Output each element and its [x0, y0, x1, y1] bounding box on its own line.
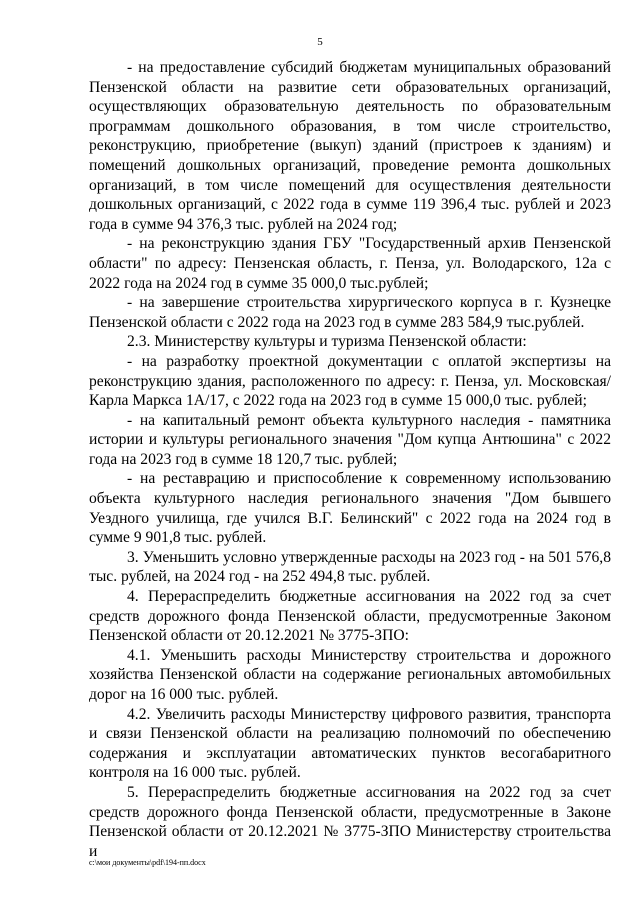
footer-file-path: c:\мои документы\рdf\194-пп.docx: [89, 858, 206, 867]
document-body: [89, 58, 611, 861]
paragraph-reduce-road-maintenance: 4.1. Уменьшить расходы Министерству строительства и дорожного хозяйства Пензенской области на содержание региональных автомобильных дорог на 16 000 тыс. рублей.: [89, 646, 611, 703]
paragraph-ministry-culture: 2.3. Министерству культуры и туризма Пензенской области:: [127, 333, 527, 351]
paragraph-increase-digital-ministry: 4.2. Увеличить расходы Министерству цифрового развития, транспорта и связи Пензенской области на реализацию полномочий по обеспечению содержания и эксплуатации автоматических пунктов весогабаритного контроля на 16 000 тыс. рублей.: [89, 705, 611, 782]
paragraph-belinsky-school: - на реставрацию и приспособление к современному использованию объекта культурного наследия регионального значения "Дом бывшего Уездного училища, где учился В.Г. Белинский" с 2022 года на 2024 год в сумме 9 901,8 тыс. рублей.: [89, 470, 611, 547]
page-number: 5: [317, 36, 323, 48]
paragraph-project-documentation: - на разработку проектной документации с оплатой экспертизы на реконструкцию здания, расположенного по адресу: г. Пенза, ул. Московская/Карла Маркса 1А/17, с 2022 года на 2023 год в сумме 15 000,0 тыс. рублей;: [89, 352, 611, 410]
paragraph-redistribute-road-fund: 4. Перераспределить бюджетные ассигнования на 2022 год за счет средств дорожного фонда Пензенской области, предусмотренные Законом Пензенской области от 20.12.2021 № 3775-ЗПО:: [89, 588, 611, 645]
paragraph-reduce-expenses: 3. Уменьшить условно утвержденные расходы на 2023 год - на 501 576,8 тыс. рублей, на 2024 год - на 252 494,8 тыс. рублей.: [89, 548, 611, 586]
paragraph-archive-reconstruction: - на реконструкцию здания ГБУ "Государственный архив Пензенской области" по адресу: Пензенская область, г. Пенза, ул. Володарского, 12а с 2022 года на 2024 год в сумме 35 000,0 тыс.рублей;: [89, 235, 611, 292]
paragraph-antyushin-house: - на капитальный ремонт объекта культурного наследия - памятника истории и культуры регионального значения "Дом купца Антюшина" с 2022 года на 2023 год в сумме 18 120,7 тыс. рублей;: [89, 411, 611, 468]
paragraph-redistribute-construction: 5. Перераспределить бюджетные ассигнования на 2022 год за счет средств дорожного фонда Пензенской области, предусмотренные в Законе Пензенской области от 20.12.2021 № 3775-ЗПО Министерству строительства и: [89, 783, 611, 860]
paragraph-subsidies-preschool: - на предоставление субсидий бюджетам муниципальных образований Пензенской области на развитие сети образовательных организаций, осуществляющих образовательную деятельность по образовательным программам дошкольного образования, в том числе строительство, реконструкцию, приобретение (выкуп) зданий (пристроев к зданиям) и помещений дошкольных организаций, проведение ремонта дошкольных организаций, в том числе помещений для осуществления деятельности дошкольных организаций, с 2022 года в сумме 119 396,4 тыс. рублей и 2023 года в сумме 94 376,3 тыс. рублей на 2024 год;: [89, 59, 611, 233]
paragraph-surgical-building: - на завершение строительства хирургического корпуса в г. Кузнецке Пензенской области с 2022 года на 2023 год в сумме 283 584,9 тыс.рублей.: [89, 294, 611, 331]
